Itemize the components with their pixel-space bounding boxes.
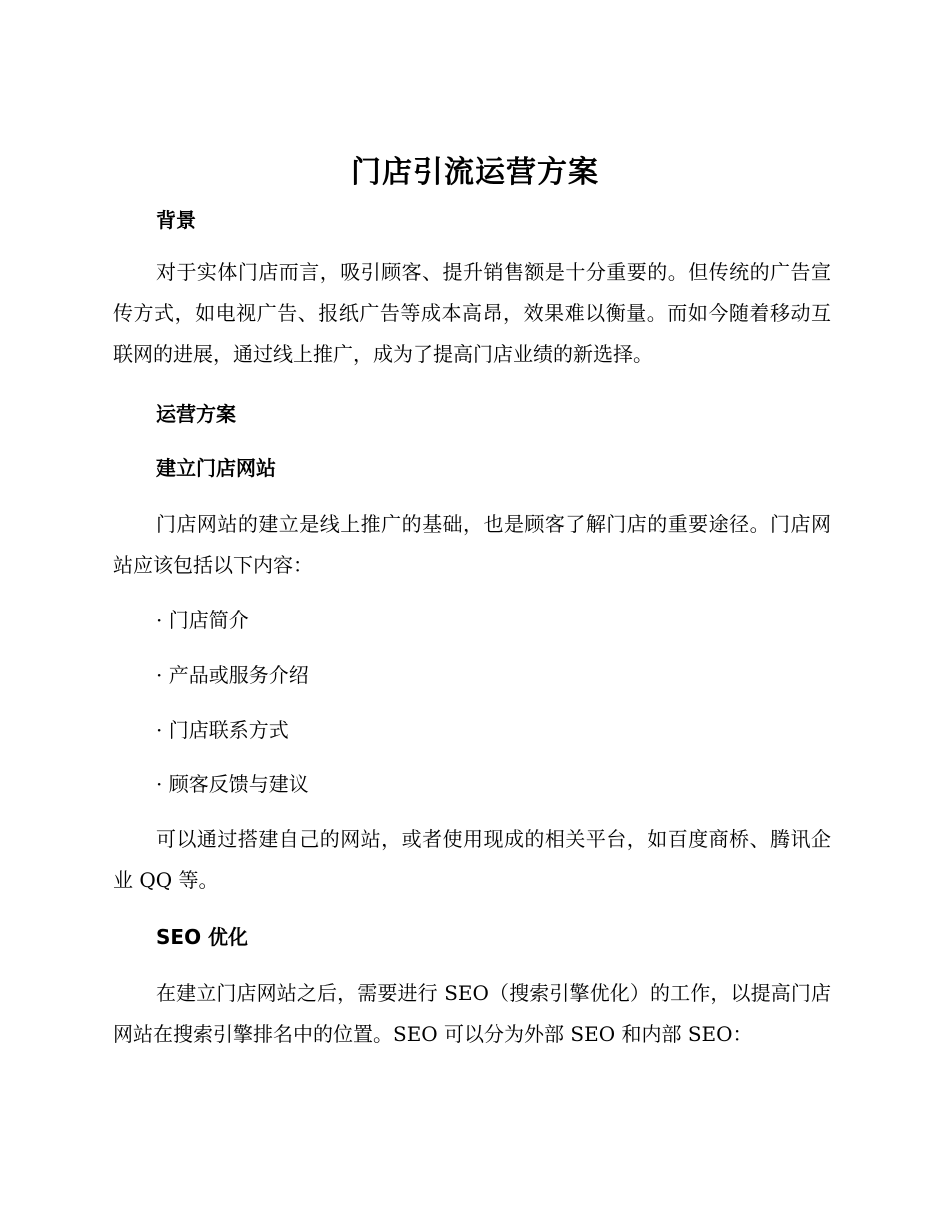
website-closing-paragraph: 可以通过搭建自己的网站，或者使用现成的相关平台，如百度商桥、腾讯企业 QQ 等。: [113, 827, 831, 892]
document-title: 门店引流运营方案: [351, 155, 599, 190]
background-paragraph: 对于实体门店而言，吸引顾客、提升销售额是十分重要的。但传统的广告宣传方式，如电视广告、报纸广告等成本高昂，效果难以衡量。而如今随着移动互联网的进展，通过线上推广，成为了提高门店业绩的新选择。: [113, 260, 831, 366]
list-item: · 门店联系方式: [156, 718, 289, 742]
list-item: · 产品或服务介绍: [156, 663, 309, 687]
seo-paragraph: 在建立门店网站之后，需要进行 SEO（搜索引擎优化）的工作，以提高门店网站在搜索引擎排名中的位置。SEO 可以分为外部 SEO 和内部 SEO：: [113, 981, 831, 1046]
section-heading-operations: 运营方案: [156, 402, 236, 426]
website-intro-paragraph: 门店网站的建立是线上推广的基础，也是顾客了解门店的重要途径。门店网站应该包括以下内容：: [113, 512, 831, 577]
section-heading-background: 背景: [156, 208, 196, 232]
subsection-heading-seo: SEO 优化: [156, 925, 249, 949]
subsection-heading-website: 建立门店网站: [156, 456, 276, 480]
list-item: · 门店简介: [156, 608, 249, 632]
list-item: · 顾客反馈与建议: [156, 772, 309, 796]
